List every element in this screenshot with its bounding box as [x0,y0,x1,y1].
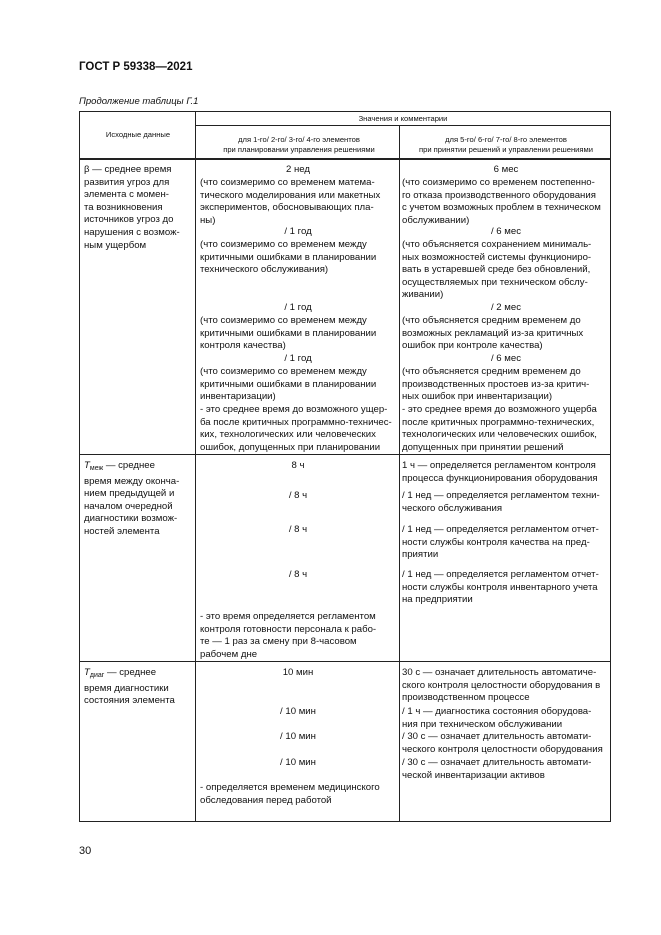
value-cell: / 10 мин [280,757,316,768]
param-symbol: T [84,667,90,678]
header-source-data: Исходные данные [105,130,171,139]
header-elements-1-4: для 1-го/ 2-го/ 3-го/ 4-го элементов при планировании управления решениями [223,135,375,154]
value-cell: 10 мин [282,667,314,678]
value-cell: 2 нед [285,164,311,175]
value-cell: 8 ч [291,460,305,471]
comment-cell: (что соизмеримо со временем между критичными ошибками в планировании технического обслуживания) [200,239,377,276]
comment-cell: 30 с — означает длительность автоматиче- ского контроля целостности оборудования в производственном процессе [402,667,601,704]
comment-cell: 1 ч — определяется регламентом контроля процесса функционирования оборудования [402,460,598,484]
value-cell: / 8 ч [288,569,308,580]
header-divider [196,125,610,126]
param-t-diag [84,667,175,708]
value-cell: / 10 мин [280,731,316,742]
note-cell: - это среднее время до возможного ущер- ба после критичных программно-техничес- ких, технологических или человеческих ошибок, допущенных при планировании [200,404,392,453]
header-bottom-rule [80,158,610,160]
value-cell: / 1 год [284,353,312,364]
comment-cell: (что объясняется средним временем до производственных простоев из-за критич- ных ошибок при инвентаризации) [402,366,590,403]
value-cell: / 1 год [284,302,312,313]
value-cell: / 8 ч [288,490,308,501]
table-continuation-caption: Продолжение таблицы Г.1 [79,96,199,107]
column-divider [399,125,400,821]
comment-cell: (что соизмеримо со временем между критичными ошибками в планировании инвентаризации) [200,366,377,403]
data-table [79,111,611,822]
header-elements-5-8: для 5-го/ 6-го/ 7-го/ 8-го элементов при принятии решений и управлении решениями [419,135,593,154]
param-beta: β — среднее время развития угроз для элемента с момен- та возникновения источников угроз до нарушения с возмож- ным ущербом [84,164,180,251]
note-cell: - определяется временем медицинского обследования перед работой [200,782,380,806]
value-cell: 6 мес [493,164,519,175]
comment-cell: (что объясняется сохранением минималь- ных возможностей системы функциониро- вать в устаревшей среде без обновлений, осуществляемых при техническом обслу- живании) [402,239,592,301]
comment-cell: (что соизмеримо со временем постепенно- го отказа производственного оборудования с учетом возможных проблем в техническом обслуживании) [402,177,601,226]
note-cell: - это среднее время до возможного ущерба после критичных программно-технических, технологических или человеческих ошибок, допущенных при принятии решений [402,404,597,453]
document-header: ГОСТ Р 59338—2021 [79,61,193,73]
value-cell: / 10 мин [280,706,316,717]
comment-cell: / 30 с — означает длительность автомати- ческого контроля целостности оборудования [402,731,603,755]
value-cell: / 6 мес [490,226,522,237]
comment-cell: (что объясняется средним временем до возможных рекламаций из-за критичных ошибок при контроле качества) [402,315,584,352]
comment-cell: / 1 нед — определяется регламентом техни- ческого обслуживания [402,490,600,514]
note-cell: - это время определяется регламентом контроля готовности персонала к рабо- те — 1 раз за смену при 8-часовом рабочем дне [200,611,377,660]
value-cell: / 6 мес [490,353,522,364]
column-divider [195,112,196,821]
param-symbol: T [84,460,90,471]
header-values-comments: Значения и комментарии [358,114,448,123]
value-cell: / 2 мес [490,302,522,313]
comment-cell: (что соизмеримо со временем матема- тического моделирования или макетных экспериментов, обосновывающих пла- ны) [200,177,381,226]
comment-cell: (что соизмеримо со временем между критичными ошибками в планировании контроля качества) [200,315,377,352]
param-description: — среднее время между оконча- нием предыдущей и началом очередной диагностики возмож- ностей элемента [84,460,180,537]
value-cell: / 1 год [284,226,312,237]
param-description: — среднее время диагностики состояния элемента [84,667,175,707]
comment-cell: / 1 нед — определяется регламентом отчет- ности службы контроля качества на пред- приятии [402,524,599,561]
comment-cell: / 1 ч — диагностика состояния оборудова- ния при техническом обслуживании [402,706,592,730]
page-number: 30 [79,845,92,857]
comment-cell: / 30 с — означает длительность автомати- ческой инвентаризации активов [402,757,592,781]
param-t-mezh [84,460,179,539]
param-subscript: меж [89,465,104,472]
comment-cell: / 1 нед — определяется регламентом отчет- ности службы контроля инвентарного учета на предприятии [402,569,599,606]
param-subscript: диаг [89,672,105,679]
value-cell: / 8 ч [288,524,308,535]
